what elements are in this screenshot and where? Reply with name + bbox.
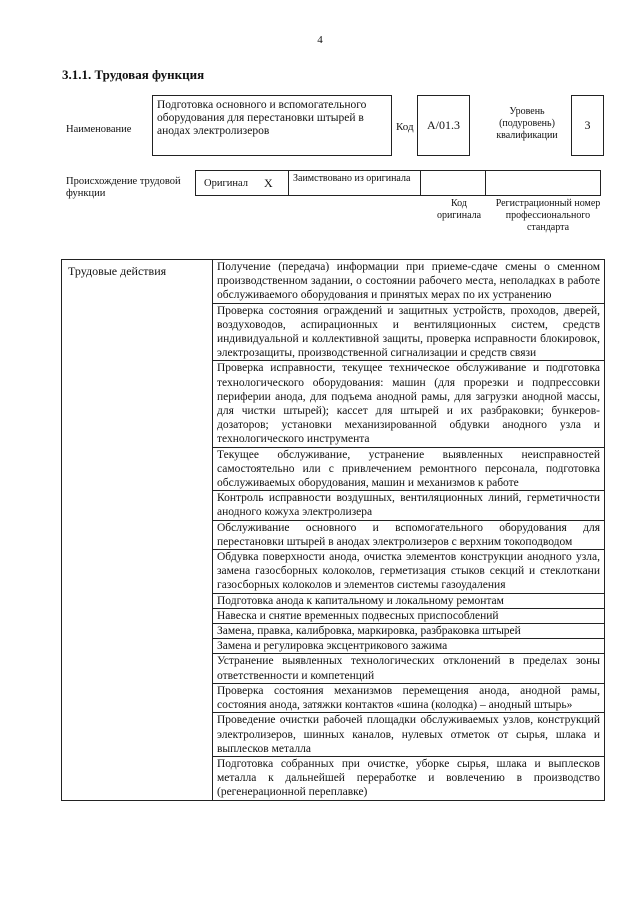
table-row: [62, 520, 605, 549]
labor-actions-label-cell: [62, 361, 213, 447]
table-row: [62, 491, 605, 520]
labor-actions-label-cell: [62, 520, 213, 549]
table-row: [62, 608, 605, 623]
origin-original-cell: [195, 170, 289, 196]
borrowed-label: Заимствовано из оригинала: [288, 170, 421, 196]
labor-action-item: Контроль исправности воздушных, вентиляционных линий, герметичности анодного кожуха электролизера: [213, 491, 605, 520]
page-number: 4: [317, 34, 323, 46]
labor-actions-label-cell: [62, 713, 213, 757]
table-row: [62, 639, 605, 654]
table-row: [62, 303, 605, 361]
table-row: [62, 756, 605, 800]
registration-number-cell: [485, 170, 601, 196]
table-row: [62, 447, 605, 491]
labor-actions-label-cell: [62, 303, 213, 361]
labor-actions-label-cell: [62, 550, 213, 594]
registration-number-label: Регистрационный номер профессионального стандарта: [495, 198, 601, 233]
labor-action-item: Обдувка поверхности анода, очистка элементов конструкции анодного узла, замена газосборных колоколов, герметизация стыков секций и стеклоткани газосборных колоколов и элементов системы газоудаления: [213, 550, 605, 594]
table-row: [62, 593, 605, 608]
labor-action-item: Проверка состояния механизмов перемещения анода, анодной рамы, состояния анода, затяжки контактов «шина (колодка) – анодный штырь»: [213, 683, 605, 712]
table-row: [62, 654, 605, 683]
labor-actions-label-cell: [62, 491, 213, 520]
labor-action-item: Текущее обслуживание, устранение выявленных неисправностей самостоятельно или с привлечением ремонтного персонала, подготовка обслуживаемых оборудования, машин и механизмов к работе: [213, 447, 605, 491]
labor-actions-label-cell: [62, 447, 213, 491]
labor-actions-label-cell: [62, 654, 213, 683]
section-heading: 3.1.1. Трудовая функция: [62, 67, 205, 82]
original-label: Оригинал: [204, 177, 248, 189]
table-row: [62, 361, 605, 447]
qualification-level-label: Уровень (подуровень) квалификации: [496, 106, 558, 141]
labor-actions-label-cell: [62, 593, 213, 608]
labor-action-item: Проверка состояния ограждений и защитных устройств, проходов, дверей, воздуховодов, аспирационных и вентиляционных систем, средств индивидуальной и коллективной защиты, проверка исправности блокировок, электрозащиты, производственной сигнализации и средств связи: [213, 303, 605, 361]
original-mark: X: [264, 175, 273, 190]
table-row: [62, 683, 605, 712]
labor-action-item: Подготовка анода к капитальному и локальному ремонтам: [213, 593, 605, 608]
origin-label: Происхождение трудовой функции: [66, 176, 181, 199]
labor-action-item: Подготовка собранных при очистке, уборке сырья, шлака и выплесков металла к дальнейшей переработке и вовлечению в производство (регенерационной переплавке): [213, 756, 605, 800]
name-label: Наименование: [66, 124, 132, 135]
table-row: [62, 260, 605, 304]
labor-actions-label-cell: [62, 639, 213, 654]
labor-action-item: Проверка исправности, текущее техническое обслуживание и подготовка технологического оборудования: машин (для прорезки и подпрессовки периферии анода, для подъема анодной рамы, для загрузки анодной массы, для чистки штырей); кассет для штырей и их разбраковки; бункеров-дозаторов; установки механизированной обдувки анодного узла и технологического инструмента: [213, 361, 605, 447]
qualification-level: 3: [571, 95, 604, 156]
labor-action-item: Устранение выявленных технологических отклонений в пределах зоны ответственности и компетенций: [213, 654, 605, 683]
labor-action-item: Проведение очистки рабочей площадки обслуживаемых узлов, конструкций электролизеров, шинных каналов, нулевых отметок от сырья, шлака и выплесков металла: [213, 713, 605, 757]
original-code-label: Код оригинала: [436, 198, 482, 221]
labor-actions-label-cell: [62, 756, 213, 800]
table-row: [62, 550, 605, 594]
labor-actions-label-cell: [62, 624, 213, 639]
labor-action-item: Получение (передача) информации при приеме-сдаче смены о сменном производственном задании, о состоянии рабочего места, неполадках в работе обслуживаемого оборудования и принятых мерах по их устранению: [213, 260, 605, 304]
function-code: A/01.3: [417, 95, 470, 156]
labor-action-item: Навеска и снятие временных подвесных приспособлений: [213, 608, 605, 623]
labor-action-item: Замена, правка, калибровка, маркировка, разбраковка штырей: [213, 624, 605, 639]
table-row: [62, 624, 605, 639]
origin-row: [196, 170, 604, 196]
labor-action-item: Замена и регулировка эксцентрикового зажима: [213, 639, 605, 654]
labor-action-item: Обслуживание основного и вспомогательного оборудования для перестановки штырей в анодах электролизеров с верхним токоподводом: [213, 520, 605, 549]
table-row: [62, 713, 605, 757]
original-code-cell: [420, 170, 486, 196]
labor-actions-label-cell: [62, 683, 213, 712]
function-name: Подготовка основного и вспомогательного оборудования для перестановки штырей в анодах электролизеров: [152, 95, 392, 156]
code-label: Код: [396, 121, 414, 133]
labor-actions-label-cell: [62, 608, 213, 623]
labor-actions-label: Трудовые действия: [62, 260, 213, 304]
labor-actions-table: [61, 259, 605, 801]
